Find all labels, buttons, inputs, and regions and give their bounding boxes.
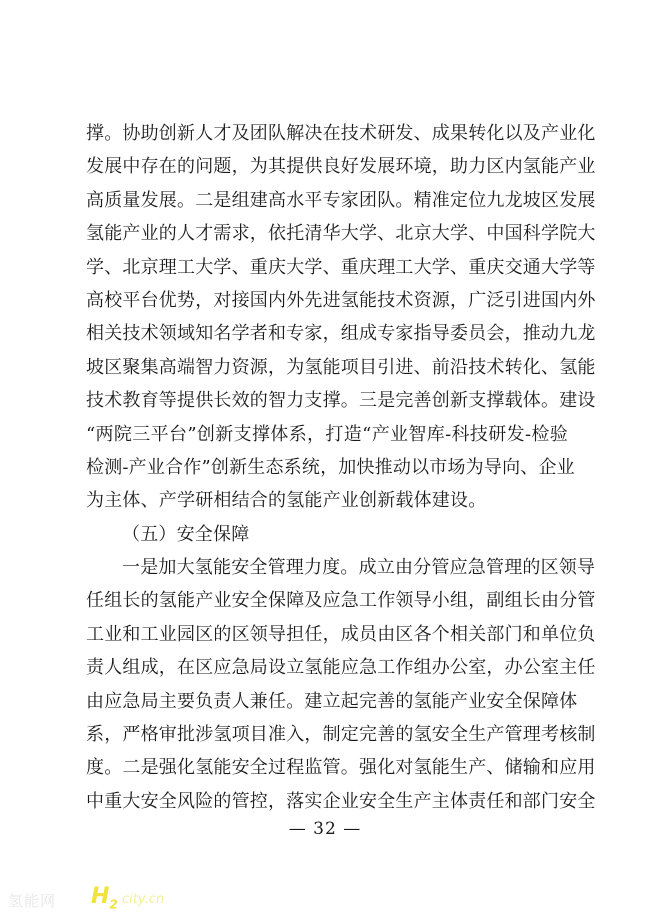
section-line: 中重大安全风险的管控，落实企业安全生产主体责任和部门安全 xyxy=(86,790,596,812)
paragraph-line: 检测-产业合作”创新生态系统，加快推动以市场为导向、企业 xyxy=(86,456,575,478)
paragraph-line: 技术教育等提供长效的智力支撑。三是完善创新支撑载体。建设 xyxy=(86,390,596,412)
logo-letter: H xyxy=(91,884,110,909)
paragraph-line: 发展中存在的问题，为其提供良好发展环境，助力区内氢能产业 xyxy=(86,156,596,178)
paragraph-line: 氢能产业的人才需求，依托清华大学、北京大学、中国科学院大 xyxy=(86,223,596,245)
site-watermark xyxy=(8,886,198,914)
paragraph-line: 高校平台优势，对接国内外先进氢能技术资源，广泛引进国内外 xyxy=(86,289,596,311)
section-line: 度。二是强化氢能安全过程监管。强化对氢能生产、储输和应用 xyxy=(86,757,596,779)
page-number: — 32 — xyxy=(288,819,362,839)
paragraph-line: 学、北京理工大学、重庆大学、重庆理工大学、重庆交通大学等 xyxy=(86,256,596,278)
watermark-chinese-text: 氢能网 xyxy=(8,892,57,910)
section-line: 一是加大氢能安全管理力度。成立由分管应急管理的区领导 xyxy=(122,557,596,579)
paragraph-line: 为主体、产学研相结合的氢能产业创新载体建设。 xyxy=(86,490,487,512)
watermark-domain: city.cn xyxy=(122,892,165,907)
paragraph-line: 高质量发展。二是组建高水平专家团队。精准定位九龙坡区发展 xyxy=(86,189,596,211)
section-line: 系，严格审批涉氢项目准入，制定完善的氢安全生产管理考核制 xyxy=(86,724,596,746)
paragraph-line: 坡区聚集高端智力资源，为氢能项目引进、前沿技术转化、氢能 xyxy=(86,356,596,378)
paragraph-line: 相关技术领域知名学者和专家，组成专家指导委员会，推动九龙 xyxy=(86,323,596,345)
body-text xyxy=(86,117,596,818)
paragraph-line: “两院三平台”创新支撑体系，打造“产业智库-科技研发-检验 xyxy=(86,423,568,445)
h2-logo-icon xyxy=(91,884,118,911)
section-line: 工业和工业园区的区领导担任，成员由区各个相关部门和单位负 xyxy=(86,623,596,645)
section-heading: （五）安全保障 xyxy=(122,523,250,545)
section-line: 责人组成，在区应急局设立氢能应急工作组办公室，办公室主任 xyxy=(86,657,596,679)
paragraph-line: 撑。协助创新人才及团队解决在技术研发、成果转化以及产业化 xyxy=(86,123,596,144)
section-line: 由应急局主要负责人兼任。建立起完善的氢能产业安全保障体 xyxy=(86,690,578,712)
logo-subscript: 2 xyxy=(109,897,118,912)
section-line: 任组长的氢能产业安全保障及应急工作领导小组，副组长由分管 xyxy=(86,590,596,612)
